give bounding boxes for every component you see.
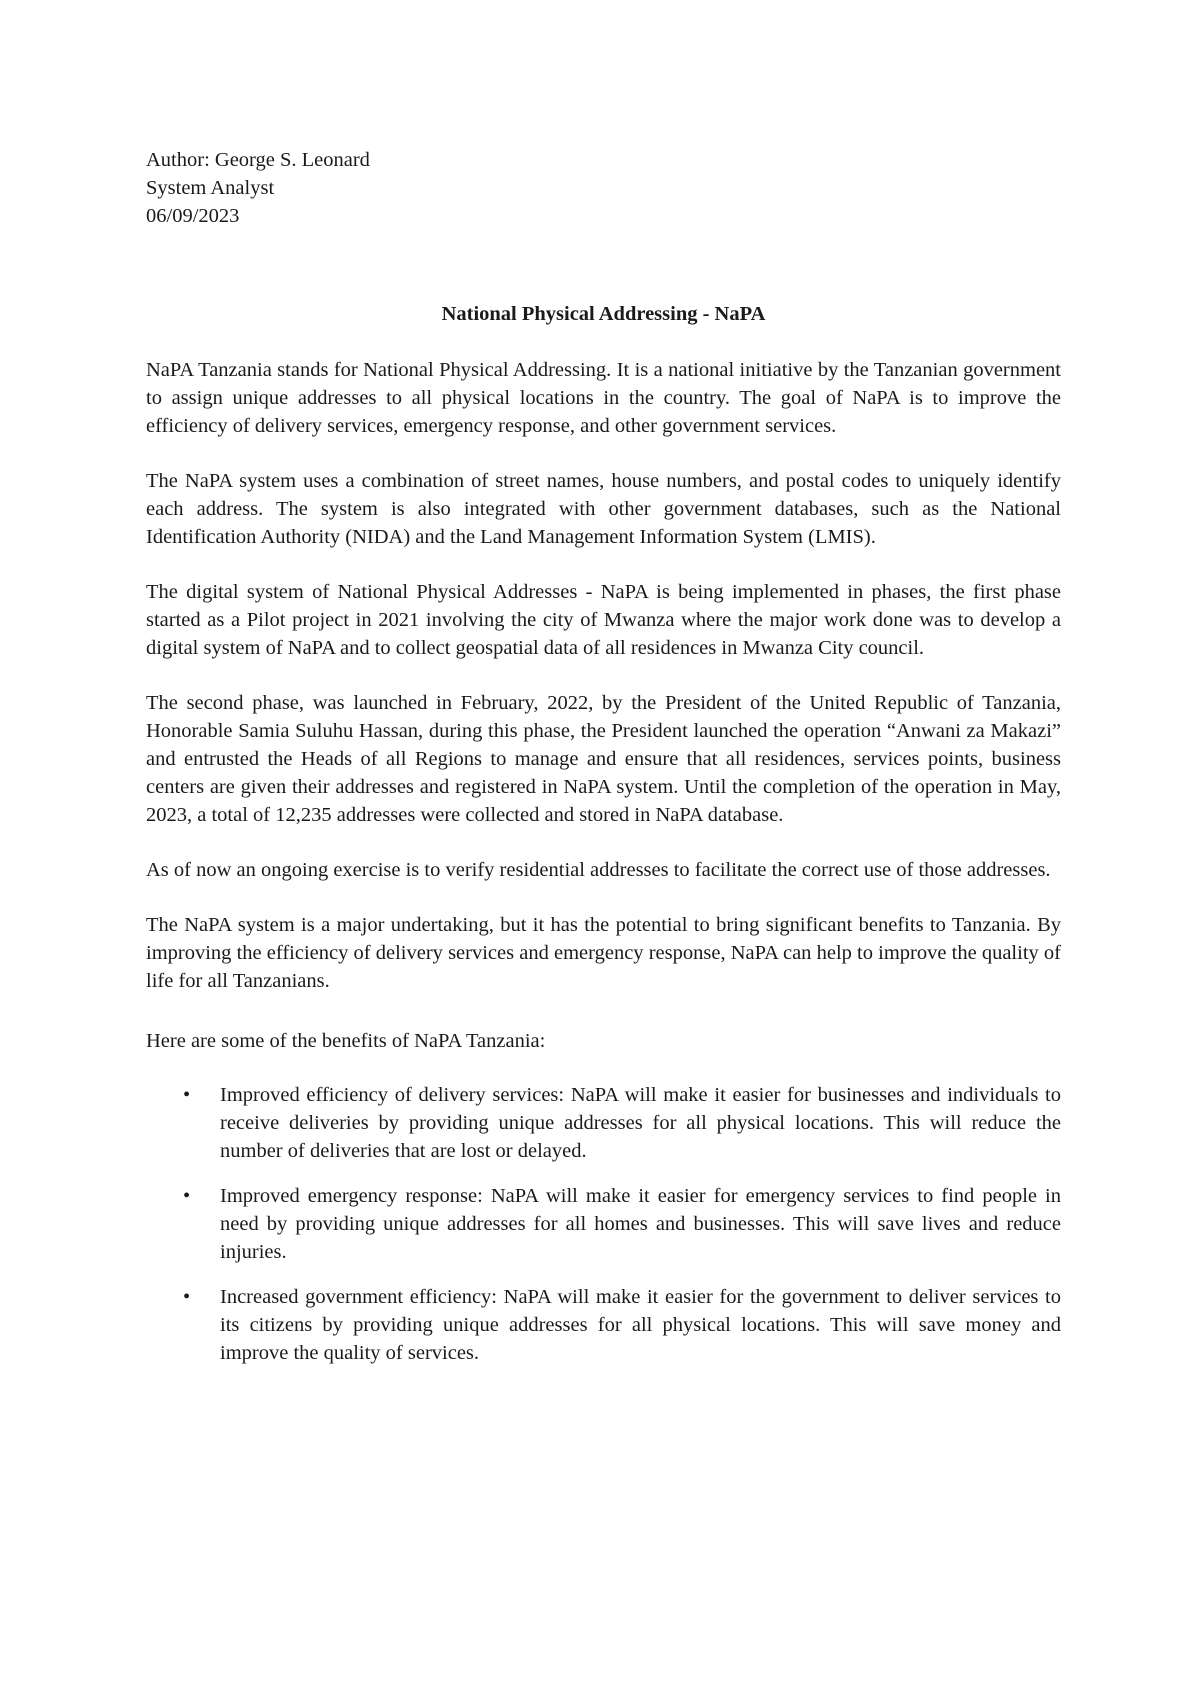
bullet-icon: • <box>183 1286 191 1308</box>
list-item <box>146 1283 1061 1367</box>
benefit-text: Improved emergency response: NaPA will make it easier for emergency services to find people in need by providing unique addresses for all homes and businesses. This will save lives and reduce injuries. <box>220 1185 1061 1263</box>
paragraph-phase-one: The digital system of National Physical Addresses - NaPA is being implemented in phases, the first phase started as a Pilot project in 2021 involving the city of Mwanza where the major work done was to develop a digital system of NaPA and to collect geospatial data of all residences in Mwanza City council. <box>146 581 1061 659</box>
author-role: System Analyst <box>146 177 275 199</box>
bullet-icon: • <box>183 1084 191 1106</box>
paragraph-verification: As of now an ongoing exercise is to verify residential addresses to facilitate the correct use of those addresses. <box>146 859 1051 881</box>
list-item <box>146 1081 1061 1165</box>
document-page <box>146 146 1061 1384</box>
document-date: 06/09/2023 <box>146 205 240 227</box>
paragraph-system: The NaPA system uses a combination of street names, house numbers, and postal codes to uniquely identify each address. The system is also integrated with other government databases, such as the National Identification Authority (NIDA) and the Land Management Information System (LMIS). <box>146 470 1061 548</box>
author-line: Author: George S. Leonard <box>146 149 370 171</box>
paragraph-phase-two: The second phase, was launched in February, 2022, by the President of the United Republic of Tanzania, Honorable Samia Suluhu Hassan, during this phase, the President launched the operation “Anwani za Makazi” and entrusted the Heads of all Regions to manage and ensure that all residences, services points, business centers are given their addresses and registered in NaPA system. Until the completion of the operation in May, 2023, a total of 12,235 addresses were collected and stored in NaPA database. <box>146 692 1061 826</box>
benefits-intro: Here are some of the benefits of NaPA Tanzania: <box>146 1030 546 1052</box>
benefit-text: Improved efficiency of delivery services: NaPA will make it easier for businesses and individuals to receive deliveries by providing unique addresses for all physical locations. This will reduce the number of deliveries that are lost or delayed. <box>220 1084 1061 1162</box>
document-title: National Physical Addressing - NaPA <box>441 303 766 325</box>
paragraph-intro: NaPA Tanzania stands for National Physical Addressing. It is a national initiative by the Tanzanian government to assign unique addresses to all physical locations in the country. The goal of NaPA is to improve the efficiency of delivery services, emergency response, and other government services. <box>146 359 1061 437</box>
benefits-list <box>146 1081 1061 1367</box>
benefit-text: Increased government efficiency: NaPA will make it easier for the government to deliver services to its citizens by providing unique addresses for all physical locations. This will save money and improve the quality of services. <box>220 1286 1061 1364</box>
author-block <box>146 146 1061 230</box>
bullet-icon: • <box>183 1185 191 1207</box>
list-item <box>146 1182 1061 1266</box>
paragraph-conclusion: The NaPA system is a major undertaking, but it has the potential to bring significant benefits to Tanzania. By improving the efficiency of delivery services and emergency response, NaPA can help to improve the quality of life for all Tanzanians. <box>146 914 1061 992</box>
